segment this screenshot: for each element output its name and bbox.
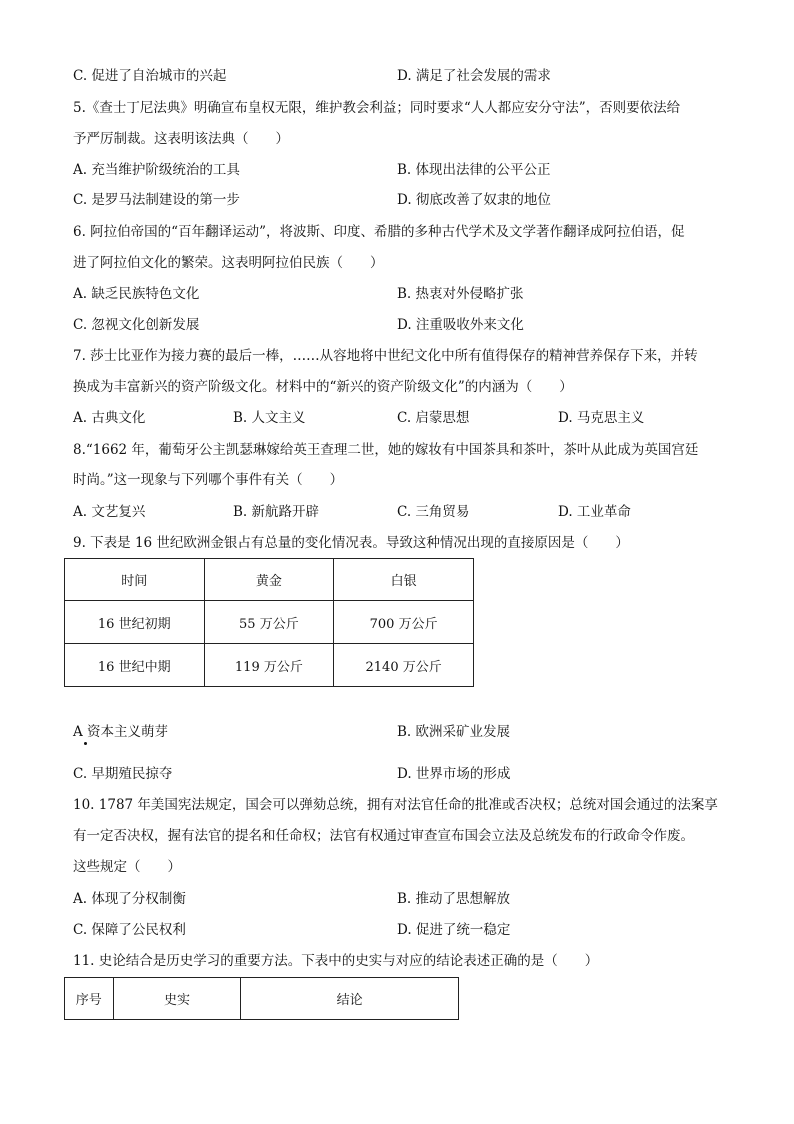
q5-option-d: D. 彻底改善了奴隶的地位 bbox=[397, 192, 551, 208]
q5-option-c: C. 是罗马法制建设的第一步 bbox=[73, 192, 240, 208]
q9-table-header: 黄金 bbox=[204, 559, 334, 601]
q8-stem-line2: 时尚。”这一现象与下列哪个事件有关（ ） bbox=[73, 472, 344, 488]
table-cell: 700 万公斤 bbox=[334, 601, 474, 644]
q7-stem-line1: 7. 莎士比亚作为接力赛的最后一棒，……从容地将中世纪文化中所有值得保存的精神营养保存下来，并转 bbox=[73, 348, 698, 364]
q9-option-c: C. 早期殖民掠夺 bbox=[73, 766, 173, 782]
q10-option-b: B. 推动了思想解放 bbox=[397, 891, 511, 907]
q9-option-d: D. 世界市场的形成 bbox=[397, 766, 511, 782]
stray-dot bbox=[84, 742, 87, 745]
q11-table-header: 结论 bbox=[241, 978, 459, 1020]
q6-stem-line1: 6. 阿拉伯帝国的“百年翻译运动”，将波斯、印度、希腊的多种古代学术及文学著作翻译成阿拉伯语，促 bbox=[73, 224, 685, 240]
q6-stem-line2: 进了阿拉伯文化的繁荣。这表明阿拉伯民族（ ） bbox=[73, 255, 384, 271]
q8-option-c: C. 三角贸易 bbox=[397, 504, 470, 520]
table-cell: 16 世纪中期 bbox=[65, 644, 205, 687]
q7-option-d: D. 马克思主义 bbox=[558, 410, 645, 426]
q8-stem-line1: 8.“1662 年，葡萄牙公主凯瑟琳嫁给英王查理二世，她的嫁妆有中国茶具和茶叶，茶叶从此成为英国宫廷 bbox=[73, 442, 699, 458]
table-cell: 55 万公斤 bbox=[204, 601, 334, 644]
q5-option-a: A. 充当维护阶级统治的工具 bbox=[73, 162, 240, 178]
q5-option-b: B. 体现出法律的公平公正 bbox=[397, 162, 551, 178]
q9-table-header: 时间 bbox=[65, 559, 205, 601]
q8-option-d: D. 工业革命 bbox=[558, 504, 631, 520]
q10-option-a: A. 体现了分权制衡 bbox=[73, 891, 186, 907]
q5-stem-line2: 予严厉制裁。这表明该法典（ ） bbox=[73, 131, 289, 147]
q7-stem-line2: 换成为丰富新兴的资产阶级文化。材料中的“新兴的资产阶级文化”的内涵为（ ） bbox=[73, 379, 573, 395]
q9-table bbox=[64, 558, 474, 687]
q8-option-b: B. 新航路开辟 bbox=[233, 504, 320, 520]
q4-option-c: C. 促进了自治城市的兴起 bbox=[73, 68, 227, 84]
q11-table bbox=[64, 977, 459, 1020]
q4-option-d: D. 满足了社会发展的需求 bbox=[397, 68, 551, 84]
q9-option-b: B. 欧洲采矿业发展 bbox=[397, 724, 511, 740]
table-cell: 16 世纪初期 bbox=[65, 601, 205, 644]
table-cell: 2140 万公斤 bbox=[334, 644, 474, 687]
q11-stem: 11. 史论结合是历史学习的重要方法。下表中的史实与对应的结论表述正确的是（ ） bbox=[73, 953, 599, 969]
q7-option-c: C. 启蒙思想 bbox=[397, 410, 470, 426]
q6-option-c: C. 忽视文化创新发展 bbox=[73, 317, 200, 333]
table-row bbox=[65, 601, 474, 644]
q7-option-a: A. 古典文化 bbox=[73, 410, 146, 426]
q9-table-header: 白银 bbox=[334, 559, 474, 601]
q9-option-a: A 资本主义萌芽 bbox=[73, 724, 169, 740]
q7-option-b: B. 人文主义 bbox=[233, 410, 306, 426]
q6-option-d: D. 注重吸收外来文化 bbox=[397, 317, 524, 333]
q9-stem: 9. 下表是 16 世纪欧洲金银占有总量的变化情况表。导致这种情况出现的直接原因是（ ） bbox=[73, 535, 629, 551]
q11-table-header: 序号 bbox=[65, 978, 114, 1020]
table-cell: 119 万公斤 bbox=[204, 644, 334, 687]
q10-option-d: D. 促进了统一稳定 bbox=[397, 922, 511, 938]
q11-table-header: 史实 bbox=[113, 978, 241, 1020]
q6-option-a: A. 缺乏民族特色文化 bbox=[73, 286, 200, 302]
q10-stem-line1: 10. 1787 年美国宪法规定，国会可以弹劾总统，拥有对法官任命的批准或否决权；总统对国会通过的法案享 bbox=[73, 797, 718, 813]
table-row bbox=[65, 644, 474, 687]
q5-stem-line1: 5.《查士丁尼法典》明确宣布皇权无限，维护教会利益；同时要求“人人都应安分守法”，否则要依法给 bbox=[73, 100, 681, 116]
q10-stem-line2: 有一定否决权，握有法官的提名和任命权；法官有权通过审查宣布国会立法及总统发布的行政命令作废。 bbox=[73, 828, 694, 844]
q10-stem-line3: 这些规定（ ） bbox=[73, 859, 181, 875]
q10-option-c: C. 保障了公民权利 bbox=[73, 922, 186, 938]
q8-option-a: A. 文艺复兴 bbox=[73, 504, 146, 520]
q6-option-b: B. 热衷对外侵略扩张 bbox=[397, 286, 524, 302]
